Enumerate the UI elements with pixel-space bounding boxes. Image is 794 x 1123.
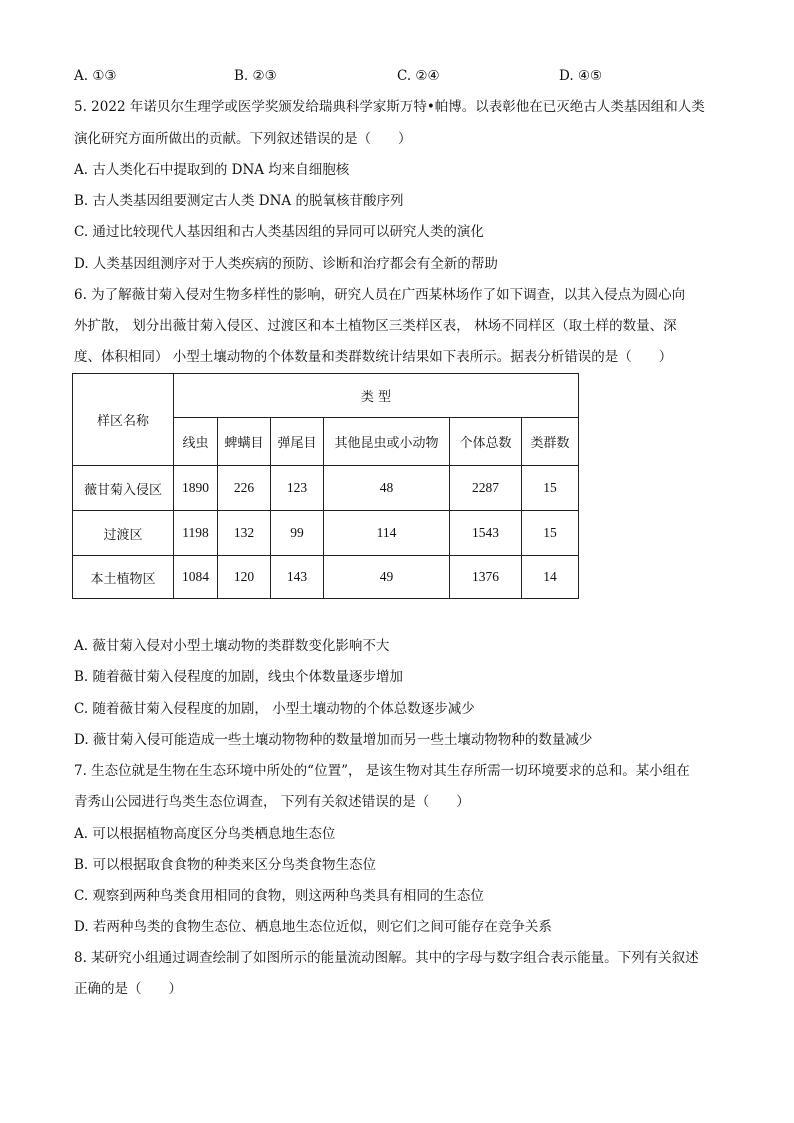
q7-option-d[interactable]: D. 若两种鸟类的食物生态位、栖息地生态位近似，则它们之间可能存在竞争关系 — [74, 919, 552, 935]
q8-stem-line1: 8. 某研究小组通过调查绘制了如图所示的能量流动图解。其中的字母与数字组合表示能量。下列有关叙述 — [74, 950, 699, 966]
table-row — [73, 556, 579, 599]
soil-animal-table — [72, 373, 579, 599]
table-cell: 48 — [324, 466, 450, 511]
col-header: 蜱螨目 — [218, 418, 271, 466]
q5-stem-line2: 演化研究方面所做出的贡献。下列叙述错误的是（ ） — [74, 131, 412, 147]
col-header: 个体总数 — [450, 418, 522, 466]
row-name: 过渡区 — [73, 511, 174, 556]
col-header: 其他昆虫或小动物 — [324, 418, 450, 466]
q4-option-a[interactable]: A. ①③ — [74, 68, 117, 84]
table-group-header: 类 型 — [174, 374, 579, 418]
table-cell: 143 — [271, 556, 324, 599]
q6-option-c[interactable]: C. 随着薇甘菊入侵程度的加剧， 小型土壤动物的个体总数逐步减少 — [74, 701, 475, 717]
q5-option-c[interactable]: C. 通过比较现代人基因组和古人类基因组的异同可以研究人类的演化 — [74, 224, 484, 240]
q6-option-d[interactable]: D. 薇甘菊入侵可能造成一些土壤动物物种的数量增加而另一些土壤动物物种的数量减少 — [74, 732, 593, 748]
q6-option-a[interactable]: A. 薇甘菊入侵对小型土壤动物的类群数变化影响不大 — [74, 638, 390, 654]
col-header: 弹尾目 — [271, 418, 324, 466]
q4-option-d[interactable]: D. ④⑤ — [559, 68, 603, 84]
q7-option-c[interactable]: C. 观察到两种鸟类食用相同的食物，则这两种鸟类具有相同的生态位 — [74, 888, 484, 904]
table-row-header: 样区名称 — [73, 374, 174, 466]
table-cell: 15 — [522, 466, 579, 511]
q7-option-a[interactable]: A. 可以根据植物高度区分鸟类栖息地生态位 — [74, 826, 336, 842]
table-cell: 1890 — [174, 466, 218, 511]
table-cell: 99 — [271, 511, 324, 556]
q4-option-c[interactable]: C. ②④ — [397, 68, 440, 84]
table-row — [73, 466, 579, 511]
table-cell: 2287 — [450, 466, 522, 511]
q4-option-b[interactable]: B. ②③ — [234, 68, 277, 84]
q7-option-b[interactable]: B. 可以根据取食食物的种类来区分鸟类食物生态位 — [74, 857, 377, 873]
col-header: 类群数 — [522, 418, 579, 466]
col-header: 线虫 — [174, 418, 218, 466]
table-cell: 1084 — [174, 556, 218, 599]
table-cell: 1376 — [450, 556, 522, 599]
table-cell: 120 — [218, 556, 271, 599]
table-cell: 114 — [324, 511, 450, 556]
q7-stem-line2: 青秀山公园进行鸟类生态位调查， 下列有关叙述错误的是（ ） — [74, 794, 470, 810]
table-cell: 14 — [522, 556, 579, 599]
q6-stem-line1: 6. 为了解薇甘菊入侵对生物多样性的影响，研究人员在广西某林场作了如下调查，以其入侵点为圆心向 — [74, 287, 686, 303]
q7-stem-line1: 7. 生态位就是生物在生态环境中所处的“位置”， 是该生物对其生存所需一切环境要求的总和。某小组在 — [74, 763, 690, 779]
table-cell: 123 — [271, 466, 324, 511]
row-name: 本土植物区 — [73, 556, 174, 599]
q5-option-a[interactable]: A. 古人类化石中提取到的 DNA 均来自细胞核 — [74, 162, 350, 178]
q6-stem-line3: 度、体积相同） 小型土壤动物的个体数量和类群数统计结果如下表所示。据表分析错误的是（ ） — [74, 349, 673, 365]
table-cell: 132 — [218, 511, 271, 556]
q5-stem-line1: 5. 2022 年诺贝尔生理学或医学奖颁发给瑞典科学家斯万特•帕博。以表彰他在已灭绝古人类基因组和人类 — [74, 99, 705, 115]
table-cell: 1198 — [174, 511, 218, 556]
table-cell: 226 — [218, 466, 271, 511]
q5-option-d[interactable]: D. 人类基因组测序对于人类疾病的预防、诊断和治疗都会有全新的帮助 — [74, 256, 498, 272]
q4-options — [74, 66, 734, 86]
q6-option-b[interactable]: B. 随着薇甘菊入侵程度的加剧，线虫个体数量逐步增加 — [74, 669, 404, 685]
table-cell: 49 — [324, 556, 450, 599]
q8-stem-line2: 正确的是（ ） — [74, 981, 182, 997]
table-cell: 1543 — [450, 511, 522, 556]
q6-stem-line2: 外扩散， 划分出薇甘菊入侵区、过渡区和本土植物区三类样区表， 林场不同样区（取土样的数量、深 — [74, 318, 677, 334]
table-row — [73, 511, 579, 556]
q5-option-b[interactable]: B. 古人类基因组要测定古人类 DNA 的脱氧核苷酸序列 — [74, 193, 404, 209]
row-name: 薇甘菊入侵区 — [73, 466, 174, 511]
table-cell: 15 — [522, 511, 579, 556]
